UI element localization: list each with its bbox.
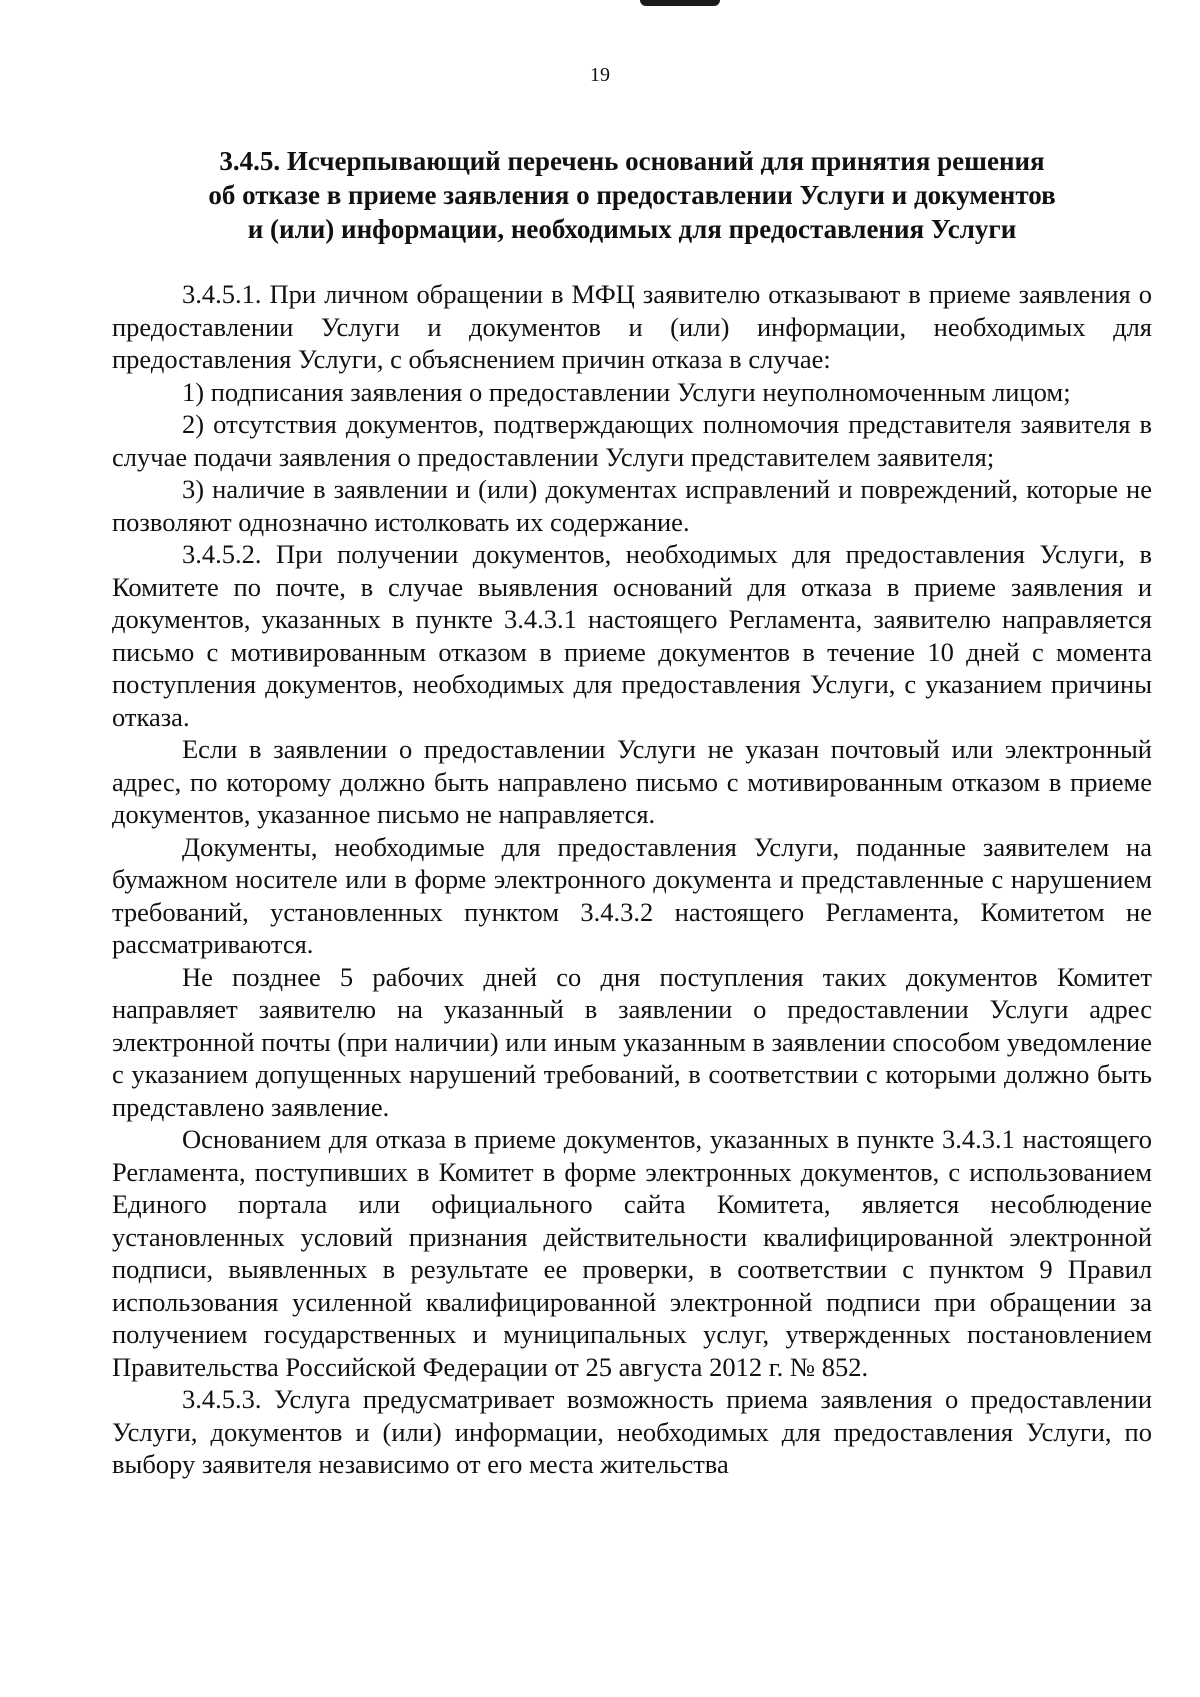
list-item-1: 1) подписания заявления о предоставлении Услуги неуполномоченным лицом;	[182, 376, 1071, 407]
section-title-line: 3.4.5. Исчерпывающий перечень оснований для принятия решения	[219, 146, 1045, 176]
paragraph-no-address: Если в заявлении о предоставлении Услуги не указан почтовый или электронный адрес, по которому должно быть направлено письмо с мотивированным отказом в приеме документов, указанное письмо не направляется.	[112, 734, 1152, 829]
paragraph-notification-deadline: Не позднее 5 рабочих дней со дня поступления таких документов Комитет направляет заявителю на указанный в заявлении о предоставлении Услуги адрес электронной почты (при наличии) или иным указанным в заявлении способом уведомление с указанием допущенных нарушений требований, в соответствии с которыми должно быть представлено заявление.	[112, 961, 1152, 1122]
paragraph-3-4-5-1: 3.4.5.1. При личном обращении в МФЦ заявителю отказывают в приеме заявления о предоставлении Услуги и документов и (или) информации, необходимых для предоставления Услуги, с объяснением причин отказа в случае:	[112, 279, 1152, 374]
paragraph-3-4-5-3: 3.4.5.3. Услуга предусматривает возможность приема заявления о предоставлении Услуги, документов и (или) информации, необходимых для предоставления Услуги, по выбору заявителя независимо от его места жительства	[112, 1384, 1152, 1479]
section-title-line: и (или) информации, необходимых для предоставления Услуги	[247, 214, 1017, 244]
page-number: 19	[590, 64, 610, 86]
section-title-line: об отказе в приеме заявления о предоставлении Услуги и документов	[208, 180, 1056, 210]
list-item-2: 2) отсутствия документов, подтверждающих полномочия представителя заявителя в случае подачи заявления о предоставлении Услуги представителем заявителя;	[112, 409, 1152, 472]
paragraph-documents-not-considered: Документы, необходимые для предоставления Услуги, поданные заявителем на бумажном носителе или в форме электронного документа и представленные с нарушением требований, установленных пунктом 3.4.3.2 настоящего Регламента, Комитетом не рассматриваются.	[112, 831, 1152, 959]
section-title	[112, 144, 1152, 246]
document-body	[112, 278, 1152, 1481]
paragraph-3-4-5-2: 3.4.5.2. При получении документов, необходимых для предоставления Услуги, в Комитете по почте, в случае выявления оснований для отказа в приеме заявления и документов, указанных в пункте 3.4.3.1 настоящего Регламента, заявителю направляется письмо с мотивированным отказом в приеме документов в течение 10 дней с момента поступления документов, необходимых для предоставления Услуги, с указанием причины отказа.	[112, 539, 1152, 732]
paragraph-electronic-signature-grounds: Основанием для отказа в приеме документов, указанных в пункте 3.4.3.1 настоящего Регламента, поступивших в Комитет в форме электронных документов, с использованием Единого портала или официального сайта Комитета, является несоблюдение установленных условий признания действительности квалифицированной электронной подписи, выявленных в результате ее проверки, в соответствии с пунктом 9 Правил использования усиленной квалифицированной электронной подписи при обращении за получением государственных и муниципальных услуг, утвержденных постановлением Правительства Российской Федерации от 25 августа 2012 г. № 852.	[112, 1124, 1152, 1382]
list-item-3: 3) наличие в заявлении и (или) документах исправлений и повреждений, которые не позволяют однозначно истолковать их содержание.	[112, 474, 1152, 537]
scan-artifact-mark	[640, 0, 720, 6]
